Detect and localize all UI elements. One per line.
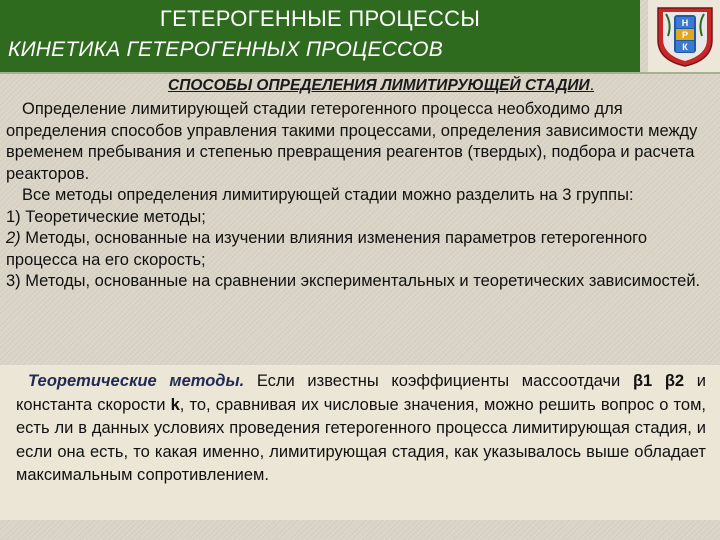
header-divider [0,72,720,74]
logo-letter-2: Р [681,30,689,40]
section-heading: СПОСОБЫ ОПРЕДЕЛЕНИЯ ЛИМИТИРУЮЩЕЙ СТАДИИ. [168,77,595,94]
rate-constant-symbol: k [170,395,180,414]
slide-subtitle: КИНЕТИКА ГЕТЕРОГЕННЫХ ПРОЦЕССОВ [8,38,443,61]
theory-paragraph: Теоретические методы. Если известны коэффициенты массоотдачи β1 β2 и константа скорости k, то, сравнивая их числовые значения, можно решить вопрос о том, есть ли в данных условиях проведения гетерогенного процесса лимитирующая стадия, и если она есть, то какая именно, лимитирующая стадия, как указывалось выше обладает максимальным сопротивлением. [16,372,707,484]
theory-heading: Теоретические методы. [28,372,245,390]
paragraph-purpose: Определение лимитирующей стадии гетерогенного процесса необходимо для определения способов управления такими процессами, определения зависимости между временем пребывания и степенью превращения реагентов (твердых), подбора и расчета реакторов. [6,100,698,183]
shield-logo-icon [654,2,716,68]
beta1-symbol: β1 [632,372,653,390]
paragraph-groups: Все методы определения лимитирующей стадии можно разделить на 3 группы: [22,186,634,204]
beta2-symbol: β2 [664,372,685,390]
logo-letter-1: Н [681,18,689,28]
logo-area [648,0,720,72]
list-item-1: 1) Теоретические методы; [6,207,206,226]
section-body [6,99,716,293]
header-bar [0,0,640,72]
slide-title: ГЕТЕРОГЕННЫЕ ПРОЦЕССЫ [159,6,481,31]
logo-letter-3: К [682,42,688,52]
list-item-2: 2) Методы, основанные на изучении влияния изменения параметров гетерогенного процесса на его скорость; [6,229,647,269]
list-item-3: 3) Методы, основанные на сравнении экспериментальных и теоретических зависимостей. [6,272,701,290]
